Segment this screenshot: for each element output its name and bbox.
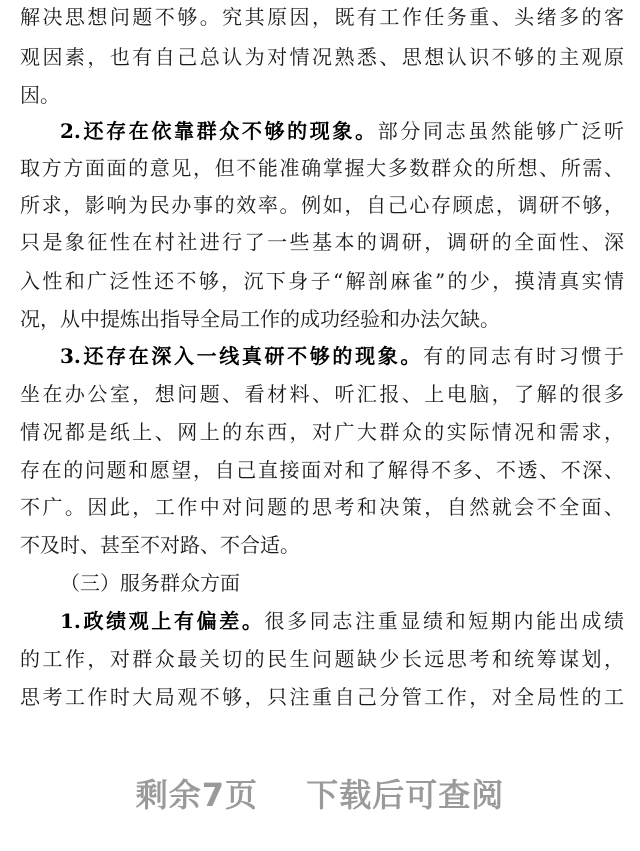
- body-text: 很多同志注重显绩和短期内能出成绩: [264, 609, 624, 633]
- text-line: [20, 570, 624, 596]
- body-text: 只是象征性在村社进行了一些基本的调研，调研的全面性、深: [20, 230, 624, 254]
- text-line: [20, 306, 624, 332]
- bold-heading: 3.还存在深入一线真研不够的现象。: [60, 344, 423, 368]
- text-line: [20, 684, 624, 710]
- text-line: [20, 646, 624, 672]
- text-line: [20, 419, 624, 445]
- text-line: [20, 608, 624, 634]
- body-text: 情况都是纸上、网上的东西，对广大群众的实际情况和需求，: [20, 420, 624, 444]
- body-text: 部分同志虽然能够广泛听: [377, 119, 624, 143]
- remaining-pages-label: 剩余7页: [135, 776, 259, 814]
- text-line: [20, 118, 624, 144]
- text-line: [20, 192, 624, 218]
- body-text: 解决思想问题不够。究其原因，既有工作任务重、头绪多的客: [20, 5, 624, 29]
- body-text: 不及时、甚至不对路、不合适。: [20, 533, 300, 557]
- text-line: [20, 381, 624, 407]
- bold-heading: 2.还存在依靠群众不够的现象。: [60, 119, 378, 143]
- download-to-view-label[interactable]: 下载后可查阅: [306, 776, 505, 814]
- text-line: [20, 44, 624, 70]
- text-line: [20, 229, 624, 255]
- body-text: 入性和广泛性还不够，沉下身子“解剖麻雀”的少，摸清真实情: [20, 269, 624, 293]
- body-text: 观因素，也有自己总认为对情况熟悉、思想认识不够的主观原: [20, 45, 624, 69]
- body-text: 因。: [20, 83, 60, 107]
- body-text: 不广。因此，工作中对问题的思考和决策，自然就会不全面、: [20, 495, 624, 519]
- text-line: [20, 268, 624, 294]
- bold-heading: 1.政绩观上有偏差。: [60, 609, 265, 633]
- body-text: 况，从中提炼出指导全局工作的成功经验和办法欠缺。: [20, 307, 500, 331]
- body-text: 有的同志有时习惯于: [422, 344, 624, 368]
- body-text: 坐在办公室，想问题、看材料、听汇报、上电脑，了解的很多: [20, 382, 624, 406]
- text-line: [20, 155, 624, 181]
- text-line: [20, 4, 624, 30]
- body-text: 所求，影响为民办事的效率。例如，自己心存顾虑，调研不够，: [20, 193, 624, 217]
- text-line: [20, 532, 624, 558]
- text-line: [20, 457, 624, 483]
- download-notice[interactable]: [0, 770, 640, 816]
- text-line: [20, 494, 624, 520]
- body-text: 存在的问题和愿望，自己直接面对和了解得不多、不透、不深、: [20, 458, 624, 482]
- text-line: [20, 82, 624, 108]
- text-line: [20, 343, 624, 369]
- body-text: 思考工作时大局观不够，只注重自己分管工作，对全局性的工: [20, 685, 624, 709]
- body-text: （三）服务群众方面: [60, 571, 240, 595]
- body-text: 的工作，对群众最关切的民生问题缺少长远思考和统筹谋划，: [20, 647, 624, 671]
- body-text: 取方方面面的意见，但不能准确掌握大多数群众的所想、所需、: [20, 156, 624, 180]
